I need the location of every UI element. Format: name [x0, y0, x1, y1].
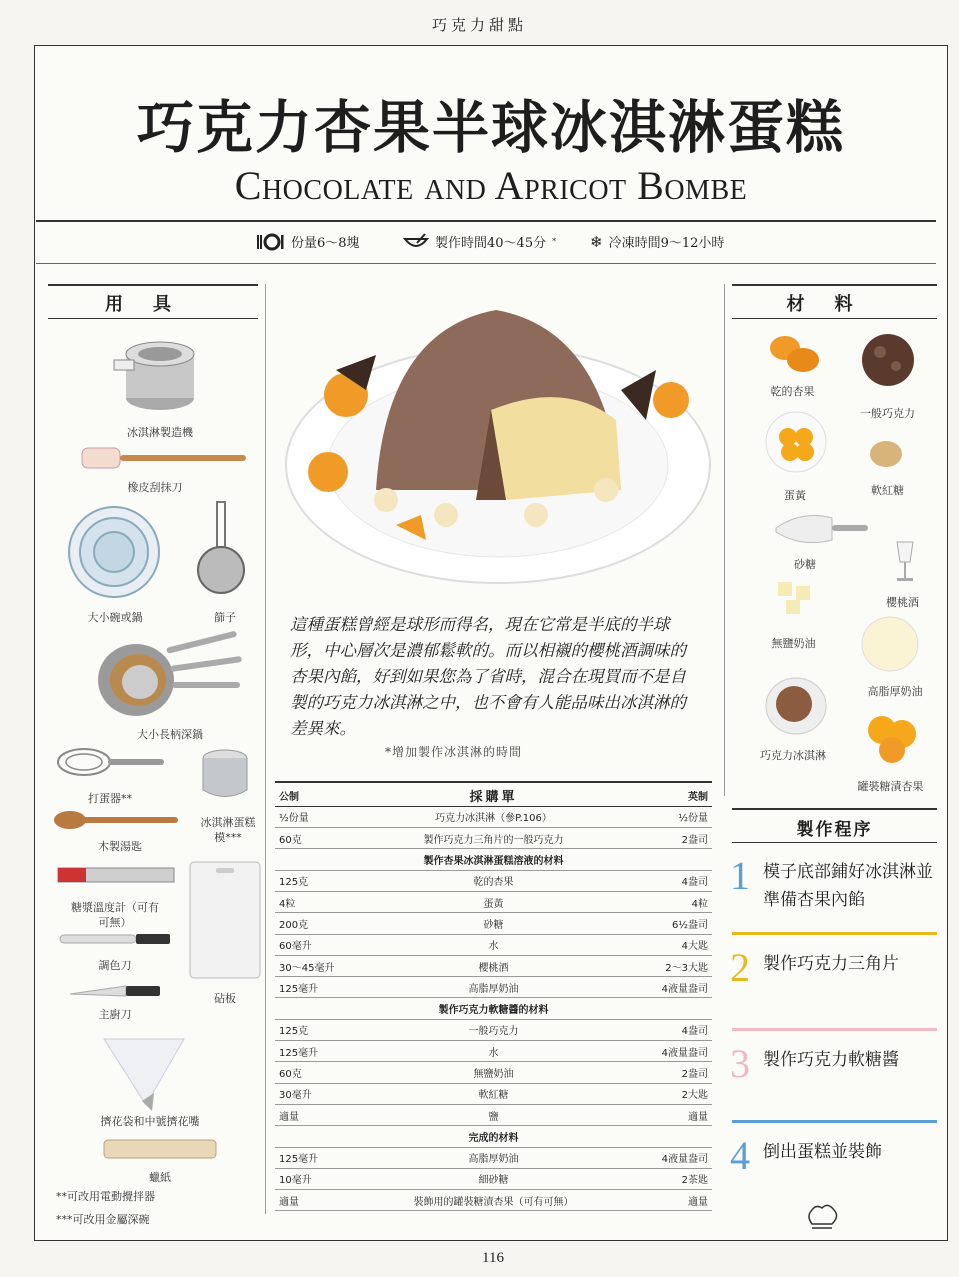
shopping-row [275, 934, 712, 955]
equipment-divider [265, 284, 266, 1214]
steps-title: 製作程序 [796, 820, 873, 840]
shopping-metric: 125克 [275, 870, 375, 891]
shopping-imperial: 2盎司 [612, 1062, 712, 1083]
shopping-item: 櫻桃酒 [375, 955, 612, 976]
shopping-imperial: 4盎司 [612, 1019, 712, 1040]
shopping-row [275, 1104, 712, 1125]
equipment-label-mould: 冰淇淋蛋糕模*** [200, 816, 256, 844]
meta-rule [36, 263, 936, 264]
shopping-item: 一般巧克力 [375, 1019, 612, 1040]
equipment-title: 用具 [105, 294, 201, 315]
shopping-subheading-text: 完成的材料 [275, 1126, 712, 1147]
shopping-item: 高脂厚奶油 [375, 1147, 612, 1168]
chocolate-pieces-icon [858, 330, 918, 390]
shopping-item: 鹽 [375, 1104, 612, 1125]
ingredient-label-2: 蛋黃 [784, 489, 806, 502]
ingredients-top-rule [732, 284, 937, 286]
shopping-metric: 60克 [275, 1062, 375, 1083]
step-text: 模子底部鋪好冰淇淋並準備杏果內餡 [763, 862, 933, 910]
bombe-photo [276, 290, 721, 590]
sugar-scoop-icon [772, 508, 872, 548]
ingredients-divider [724, 284, 725, 796]
shopping-item: 蛋黃 [375, 891, 612, 912]
butter-cubes-icon [772, 576, 820, 618]
equipment-title-rule [48, 318, 258, 319]
shopping-metric: 適量 [275, 1190, 375, 1211]
shopping-item: 軟紅糖 [375, 1083, 612, 1104]
prep-time-text: 製作時間40～45分 [435, 236, 547, 251]
piping-bag-icon [96, 1035, 188, 1115]
shopping-imperial: 適量 [612, 1104, 712, 1125]
equipment-top-rule [48, 284, 258, 286]
ingredient-label-9: 罐裝糖漬杏果 [857, 780, 924, 793]
equipment-label-whisk: 打蛋器** [88, 792, 132, 805]
shopping-imperial: 2～3大匙 [612, 955, 712, 976]
shopping-row [275, 1041, 712, 1062]
shopping-list-body [275, 806, 712, 1211]
shopping-subheading-text: 製作杏果冰淇淋蛋糕溶液的材料 [275, 849, 712, 870]
servings-info [255, 232, 360, 251]
freeze-time-info [590, 232, 724, 251]
step-number: 3 [730, 1041, 750, 1086]
steps-title-rule [732, 842, 937, 843]
chopping-board-icon [188, 860, 262, 980]
title-rule [36, 220, 936, 222]
shopping-col-metric: 公制 [275, 785, 375, 806]
shopping-subheading-text: 製作巧克力軟糖醬的材料 [275, 998, 712, 1019]
shopping-row [275, 828, 712, 849]
ingredient-label-5: 櫻桃酒 [886, 596, 919, 609]
shopping-imperial: 4盎司 [612, 870, 712, 891]
ingredients-title-rule [732, 318, 937, 319]
shopping-imperial: 4粒 [612, 891, 712, 912]
shopping-imperial: 6½盎司 [612, 913, 712, 934]
equipment-label-thermometer: 糖漿溫度計（可有可無） [71, 901, 159, 929]
thermometer-icon [56, 864, 176, 886]
shopping-list-title: 採購單 [375, 785, 612, 806]
step-divider [732, 1028, 937, 1031]
shopping-imperial: 4液量盎司 [612, 977, 712, 998]
shopping-imperial: 2盎司 [612, 828, 712, 849]
shopping-list-header [275, 785, 712, 806]
chef-knife-icon [68, 982, 164, 1000]
equipment-label-piping-bag: 擠花袋和中號擠花嘴 [100, 1115, 200, 1128]
prep-time-info [403, 232, 556, 251]
bombe-mould-icon [200, 748, 250, 803]
kirsch-glass-icon [892, 540, 918, 585]
ingredients-title: 材料 [786, 294, 883, 315]
running-header: 巧克力甜點 [431, 16, 527, 34]
wax-paper-icon [102, 1136, 218, 1162]
step-number: 2 [730, 945, 750, 990]
equipment-label-bowls: 大小碗或鍋 [87, 611, 143, 624]
ingredient-label-8: 巧克力冰淇淋 [760, 749, 826, 762]
step-text: 倒出蛋糕並裝飾 [763, 1142, 882, 1162]
shopping-item: 巧克力冰淇淋（參P.106） [375, 806, 612, 827]
shopping-list-table [275, 785, 712, 1211]
shopping-subheading [275, 1126, 712, 1147]
shopping-row [275, 870, 712, 891]
step-text: 製作巧克力三角片 [763, 954, 899, 974]
shopping-row [275, 806, 712, 827]
freeze-time-text: 冷凍時間9～12小時 [608, 236, 725, 251]
shopping-metric: 10毫升 [275, 1168, 375, 1189]
canned-apricots-icon [864, 714, 920, 764]
shopping-item: 製作巧克力三角片的一般巧克力 [375, 828, 612, 849]
shopping-row [275, 1019, 712, 1040]
shopping-row [275, 891, 712, 912]
saucepans-icon [96, 630, 246, 720]
mixing-bowls-icon [64, 505, 164, 600]
shopping-metric: 60毫升 [275, 934, 375, 955]
equipment-label-chopping-board: 砧板 [214, 992, 236, 1005]
whisk-icon [56, 746, 166, 778]
shopping-row [275, 955, 712, 976]
recipe-title-english [36, 162, 946, 209]
ingredient-label-4: 砂糖 [794, 558, 816, 571]
shopping-item: 細砂糖 [375, 1168, 612, 1189]
shopping-imperial: 2大匙 [612, 1083, 712, 1104]
shopping-metric: 60克 [275, 828, 375, 849]
ingredient-label-0: 乾的杏果 [770, 385, 815, 398]
equipment-note-1: **可改用電動攪拌器 [56, 1190, 155, 1203]
servings-text: 份量6～8塊 [291, 236, 360, 251]
step-text: 製作巧克力軟糖醬 [763, 1050, 899, 1070]
page-number: 116 [482, 1250, 504, 1266]
recipe-title-english-text: Chocolate and Apricot Bombe [234, 163, 748, 208]
shopping-row [275, 1147, 712, 1168]
shopping-top-rule [275, 781, 712, 783]
brown-sugar-icon [866, 434, 906, 470]
shopping-metric: 適量 [275, 1104, 375, 1125]
step-divider [732, 932, 937, 935]
shopping-metric: 30毫升 [275, 1083, 375, 1104]
cutlery-icon [255, 233, 285, 251]
shopping-imperial: 4大匙 [612, 934, 712, 955]
steps-top-rule [732, 808, 937, 810]
shopping-subheading [275, 998, 712, 1019]
shopping-col-imperial: 英制 [612, 785, 712, 806]
equipment-label-wax-paper: 蠟紙 [149, 1171, 171, 1184]
intro-text: 這種蛋糕曾經是球形而得名，現在它常是半底的半球形，中心層次是濃郁鬆軟的。而以相襯的櫻桃酒調味的杏果內餡，好到如果您為了省時，混合在現買而不是自製的巧克力冰淇淋之中，也不會有人能品味出冰淇淋的差異來。 [290, 615, 686, 738]
wooden-spoon-icon [52, 808, 182, 832]
shopping-subheading [275, 849, 712, 870]
equipment-label-chef-knife: 主廚刀 [98, 1008, 132, 1021]
shopping-row [275, 1062, 712, 1083]
shopping-metric: 30～45毫升 [275, 955, 375, 976]
spatula-icon [80, 446, 250, 470]
ingredient-label-6: 無鹽奶油 [771, 637, 816, 650]
recipe-title-chinese: 巧克力杏果半球冰淇淋蛋糕 [137, 94, 845, 161]
mixing-bowl-icon [403, 233, 429, 251]
shopping-imperial: 4液量盎司 [612, 1041, 712, 1062]
ice-cream-machine-icon [110, 330, 210, 415]
shopping-metric: 125毫升 [275, 977, 375, 998]
cream-bowl-icon [860, 615, 920, 673]
egg-yolks-icon [764, 410, 828, 474]
ingredient-label-3: 軟紅糖 [871, 484, 904, 497]
shopping-item: 乾的杏果 [375, 870, 612, 891]
sieve-icon [196, 500, 246, 600]
step-number: 4 [730, 1133, 750, 1178]
step-number: 1 [730, 853, 750, 898]
intro-note: *增加製作冰淇淋的時間 [385, 745, 523, 759]
shopping-row [275, 913, 712, 934]
dried-apricots-icon [765, 328, 825, 378]
equipment-note-2: ***可改用金屬深碗 [56, 1213, 150, 1226]
shopping-metric: ½份量 [275, 806, 375, 827]
chocolate-ice-cream-icon [764, 676, 828, 736]
shopping-imperial: 4液量盎司 [612, 1147, 712, 1168]
shopping-item: 水 [375, 934, 612, 955]
shopping-imperial: ½份量 [612, 806, 712, 827]
shopping-row [275, 1083, 712, 1104]
shopping-row [275, 1168, 712, 1189]
shopping-metric: 125毫升 [275, 1147, 375, 1168]
shopping-item: 水 [375, 1041, 612, 1062]
prep-time-mark: * [552, 237, 557, 246]
shopping-metric: 4粒 [275, 891, 375, 912]
shopping-row [275, 977, 712, 998]
ingredient-label-1: 一般巧克力 [860, 407, 915, 420]
shopping-item: 無鹽奶油 [375, 1062, 612, 1083]
shopping-metric: 125毫升 [275, 1041, 375, 1062]
equipment-label-palette-knife: 調色刀 [98, 959, 132, 972]
chef-hat-icon [804, 1202, 840, 1232]
equipment-label-ice-cream-machine: 冰淇淋製造機 [127, 426, 193, 439]
shopping-row [275, 1190, 712, 1211]
palette-knife-icon [58, 930, 172, 948]
snowflake-icon: ❄ [590, 232, 603, 251]
equipment-label-sieve: 篩子 [214, 611, 236, 624]
step-divider [732, 1120, 937, 1123]
shopping-item: 高脂厚奶油 [375, 977, 612, 998]
shopping-imperial: 2茶匙 [612, 1168, 712, 1189]
shopping-item: 砂糖 [375, 913, 612, 934]
shopping-metric: 200克 [275, 913, 375, 934]
equipment-label-spatula: 橡皮刮抹刀 [127, 481, 183, 494]
shopping-item: 裝飾用的罐裝糖漬杏果（可有可無） [375, 1190, 612, 1211]
ingredient-label-7: 高脂厚奶油 [867, 685, 923, 698]
shopping-imperial: 適量 [612, 1190, 712, 1211]
shopping-metric: 125克 [275, 1019, 375, 1040]
equipment-label-wooden-spoon: 木製湯匙 [98, 840, 142, 853]
equipment-label-saucepans: 大小長柄深鍋 [137, 728, 203, 741]
